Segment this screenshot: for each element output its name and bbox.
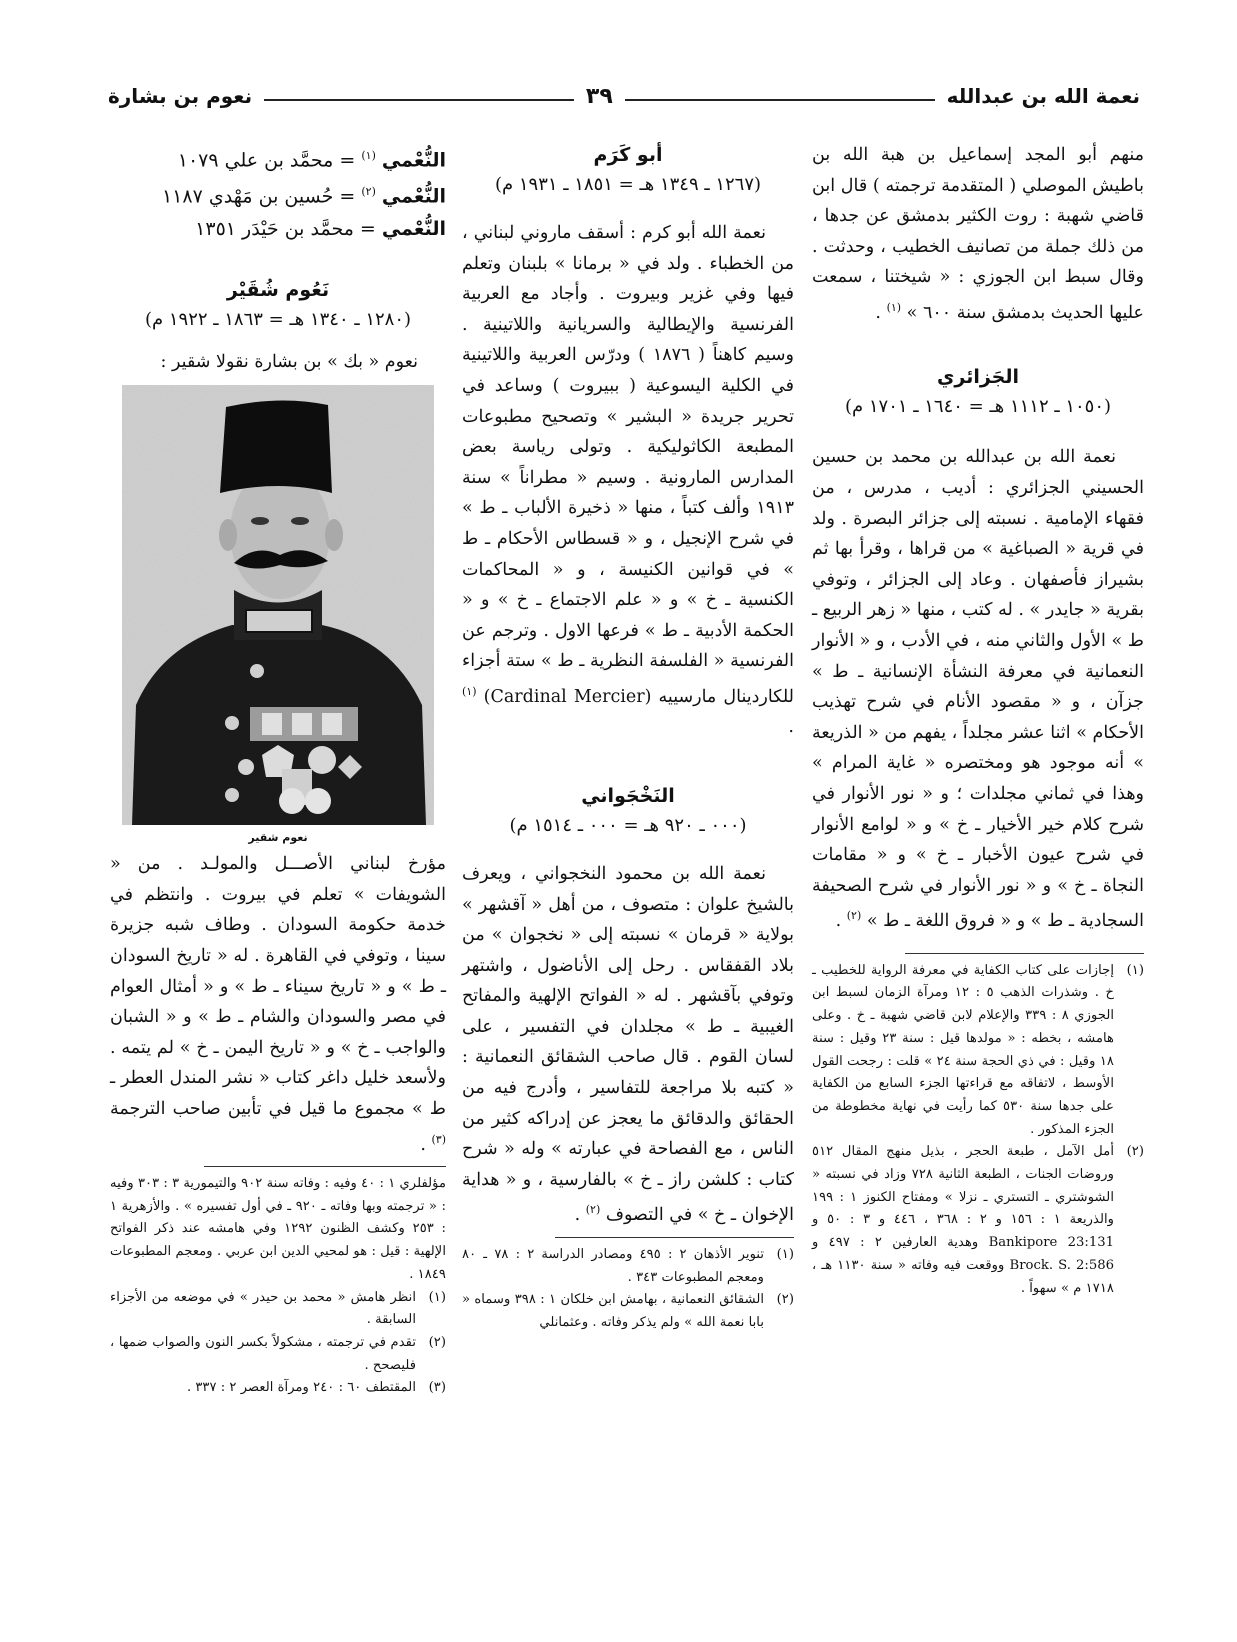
footnote: [462, 1244, 794, 1289]
footnote-ref: (١): [886, 300, 902, 314]
footnote-text: الشقائق النعمانية ، بهامش ابن خلكان ١ : ٣٩٨ وسماه « بابا نعمة الله » ولم يذكر وفاته . وعثمانلي: [462, 1292, 765, 1330]
portrait-image: [122, 385, 434, 825]
footnote-ref: (٣): [431, 1132, 446, 1146]
footnote-ref: (٢): [585, 1203, 601, 1217]
footnotes-middle: [462, 1244, 794, 1335]
footnote-number: (٢): [776, 1292, 794, 1308]
xref-target: = محمَّد بن علي ١٠٧٩: [177, 149, 356, 172]
footnote: [110, 1332, 446, 1377]
entry-dates-naoum-shuqair: (١٢٨٠ ـ ١٣٤٠ هـ = ١٨٦٣ ـ ١٩٢٢ م): [144, 308, 412, 330]
footnote: [110, 1377, 446, 1400]
header-left-title: نعوم بن بشارة: [107, 84, 253, 108]
photo-caption: نعوم شقير: [248, 831, 308, 845]
footnote-number: (١): [428, 1289, 446, 1305]
entry-title-jazairi: الجَزائري: [936, 366, 1020, 389]
footnote-divider: [204, 1166, 446, 1167]
footnote: [462, 1289, 794, 1334]
xref-name: النُّعْمي: [381, 185, 446, 208]
entry-title-abu-karam: أبو كَرَم: [593, 144, 663, 166]
entry-dates-jazairi: (١٠٥٠ ـ ١١١٢ هـ = ١٦٤٠ ـ ١٧٠١ م): [844, 396, 1112, 418]
xref-name: النُّعْمي: [381, 217, 446, 240]
entry-text-jazairi: نعمة الله بن عبدالله بن محمد بن حسين الحسيني الجزائري : أديب ، مدرس ، من فقهاء الإمامية . نسبته إلى جزائر البصرة . ولد في قرية « الصباغية » من قراها ، وقرأ بها ثم بشيراز فأصفهان . وعاد إلى الجزائر ، وتوفي بقرية « جايدر » . له كتب ، منها « زهر الربيع ـ ط » الأول والثاني منه ، في الأدب ، و « الأنوار النعمانية في معرفة النشأة الإنسانية ـ ط » جزآن ، و « مقصود الأنام في شرح تهذيب الأحكام » اثنا عشر مجلداً ، يفهم من « الذريعة » أنه موجود هو ومختصره « غاية المرام » وهذا في ثماني مجلدات ؛ و « نور الأنوار في شرح كلام خير الأخيار ـ خ » و « لوامع الأنوار في شرح عيون الأخبار ـ خ » و « مقامات النجاة ـ خ » و « نور الأنوار في شرح الصحيفة السجادية ـ ط » و « فروق اللغة ـ ط » $^{(٢)}$ .: [812, 447, 1144, 932]
footnote: [812, 1141, 1144, 1300]
footnote-ref: (٢): [846, 909, 862, 923]
footnote-ref: (١): [361, 149, 376, 162]
entry-body: نعمة الله بن محمود النخجواني ، ويعرف بالشيخ علوان : متصوف ، من أهل « آقشهر » بولاية « قرمان » نسبته إلى « نخجوان » من بلاد القفقاس . رحل إلى الأناضول ، واشتهر وتوفي بآقشهر . له « الفواتح الإلهية والمفاتح الغيبية ـ ط » مجلدان في التفسير ، على لسان القوم . قال صاحب الشقائق النعمانية : « كتبه بلا مراجعة للتفاسير ، وأدرج فيه من الحقائق والدقائق ما يعجز عن إدراكه كثير من الناس ، مع الفصاحة في عبارته » وله « شرح كتاب : كلشن راز ـ خ » بالفارسية ، و « هداية الإخوان ـ خ » في التصوف: [462, 863, 794, 1226]
continuation-text: منهم أبو المجد إسماعيل بن هبة الله بن باطيش الموصلي ( المتقدمة ترجمته ) قال ابن قاضي شهبة : روت الكثير بدمشق عن جدها ، من ذلك جملة من تصانيف الخطيب ، وحدثت . وقال سبط ابن الجوزي : « شيختنا ، سمعت عليها الحديث بدمشق سنة ٦٠٠ »: [812, 145, 1144, 323]
entry-title-naoum-shuqair: نَعُوم شُقَيْر: [226, 278, 330, 301]
footnote: [110, 1287, 446, 1332]
footnote-number: (١): [1126, 962, 1144, 978]
footnotes-left: [110, 1173, 446, 1400]
footnote-text: إجازات على كتاب الكفاية في معرفة الرواية للخطيب ـ خ . وشذرات الذهب ٥ : ١٢ ومرآة الزمان لسبط ابن الجوزي ٨ : ٣٣٩ والإعلام لابن قاضي شهبة ـ خ . وعلى هامشه ، بخطه : « مولدها قيل : سنة ٢٣ وقيل : سنة ١٨ وقيل : في ذي الحجة سنة ٢٤ » قلت : رجحت القول الأوسط ، لاتفاقه مع قراءتها الجزء السابع من الكفاية على جدها سنة ٥٣٠ كما رأيت في نهاية مخطوطة من الجزء المذكور .: [812, 962, 1115, 1137]
footnote-number: (٢): [1126, 1144, 1144, 1160]
footnote-text: مؤلفلري ١ : ٤٠ وفيه : وفاته سنة ٩٠٢ والتيمورية ٣ : ٣٠٣ وفيه : « ترجمته وبها وفاته ـ ٩٢٠ ـ في أول تفسيره » . والأزهرية ١ : ٢٥٣ وكشف الظنون ١٢٩٢ وفي هامشه عند ذكر الفواتح الإلهية : قيل : هو لمحيي الدين ابن عربي . ومعجم المطبوعات ١٨٤٩ .: [110, 1176, 447, 1282]
footnote-text: تقدم في ترجمته ، مشكولاً بكسر النون والصواب ضمها ، فليصحح .: [110, 1334, 416, 1373]
entry-dates-nakhjawani: (٠٠٠ ـ ٩٢٠ هـ = ٠٠٠ ـ ١٥١٤ م): [509, 814, 747, 836]
entry-text-abu-karam: نعمة الله أبو كرم : أسقف ماروني لبناني ، من الخطباء . ولد في « برمانا » بلبنان وتعلم فيها وفي غزير وبيروت . وأجاد مع العربية الفرنسية والإيطالية والسريانية واللاتينية . وسيم كاهناً ( ١٨٧٦ ) ودرّس العربية واللاتينية في الكلية اليسوعية ( ببيروت ) وساعد في تحرير جريدة « البشير » وتصحيح مطبوعات المطبعة الكاثوليكية . وتولى رياسة بعض المدارس المارونية . وسيم « مطراناً » سنة ١٩١٣ وألف كتباً ، منها « ذخيرة الألباب ـ ط » في شرح الإنجيل ، و « قسطاس الأحكام ـ ط » في قوانين الكنيسة ، و « المحاكمات الكنسية ـ خ » و « علم الاجتماع ـ خ » و « الحكمة الأدبية ـ ط » فرعها الاول . وترجم عن الفرنسية « الفلسفة النظرية ـ ط » ستة أجزاء للكاردينال مارسييه (Cardinal Mercier) $^{(١)}$ .: [462, 223, 795, 738]
entry-text-nakhjawani: نعمة الله بن محمود النخجواني ، ويعرف بالشيخ علوان : متصوف ، من أهل « آقشهر » بولاية « قرمان » نسبته إلى « نخجوان » من بلاد القفقاس . رحل إلى الأناضول ، واشتهر وتوفي بآقشهر . له « الفواتح الإلهية والمفاتح الغيبية ـ ط » مجلدان في التفسير ، على لسان القوم . قال صاحب الشقائق النعمانية : « كتبه بلا مراجعة للتفاسير ، وأدرج فيه من الحقائق والدقائق ما يعجز عن إدراكه كثير من الناس ، مع الفصاحة في عبارته » وله « شرح كتاب : كلشن راز ـ خ » بالفارسية ، و « هداية الإخوان ـ خ » في التصوف $^{(٢)}$ .: [462, 863, 794, 1226]
portrait-photo: [122, 385, 434, 825]
continuation-paragraph: منهم أبو المجد إسماعيل بن هبة الله بن باطيش الموصلي ( المتقدمة ترجمته ) قال ابن قاضي شهبة : روت الكثير بدمشق عن جدها ، من ذلك جملة من تصانيف الخطيب ، وحدثت . وقال سبط ابن الجوزي : « شيختنا ، سمعت عليها الحديث بدمشق سنة ٦٠٠ » $^{(١)}$ .: [812, 145, 1144, 323]
footnote-text: انظر هامش « محمد بن حيدر » في موضعه من الأجزاء السابقة .: [110, 1289, 416, 1328]
right-column: [812, 140, 1144, 1300]
footnote-text: تنوير الأذهان ٢ : ٤٩٥ ومصادر الدراسة ٢ : ٧٨ ـ ٨٠ ومعجم المطبوعات ٣٤٣ .: [462, 1246, 765, 1285]
footnotes-right: [812, 960, 1144, 1301]
running-header: [108, 78, 1140, 114]
entry-text-naoum-shuqair: مؤرخ لبناني الأصـــل والمولـد . من « الشويفات » تعلم في بيروت . وانتظم في خدمة حكومة السودان . وطاف شبه جزيرة سينا ، وتوفي في القاهرة . له « تاريخ السودان ـ ط » و « تاريخ سيناء ـ ط » و « أمثال العوام في مصر والسودان والشام ـ ط » و « الشبان والواجب ـ خ » و « تاريخ اليمن ـ خ » لم يتمه . ولأسعد خليل داغر كتاب « نشر المندل العطر ـ ط » مجموع ما قيل في تأبين صاحب الترجمة $^{(٣)}$ .: [110, 854, 446, 1155]
footnote-ref: (٢): [361, 185, 376, 199]
footnote-divider: [905, 953, 1144, 954]
entry-intro: نعوم « بك » بن بشارة نقولا شقير :: [160, 351, 418, 372]
cross-reference: [110, 140, 446, 176]
entry-title-nakhjawani: النَخْجَواني: [581, 784, 675, 807]
footnote-ref: (١): [462, 684, 477, 698]
entry-dates-abu-karam: (١٢٦٧ ـ ١٣٤٩ هـ = ١٨٥١ ـ ١٩٣١ م): [494, 174, 762, 195]
footnote-number: (٢): [428, 1334, 446, 1350]
left-column: [110, 140, 446, 1400]
middle-column: [462, 140, 794, 1335]
header-rule-right: [625, 99, 935, 101]
footnote-continuation: [110, 1173, 446, 1287]
header-rule-left: [264, 99, 574, 101]
cross-reference: [110, 176, 446, 212]
entry-body: نعمة الله أبو كرم : أسقف ماروني لبناني ، من الخطباء . ولد في « برمانا » بلبنان وتعلم فيها وفي غزير وبيروت . وأجاد مع العربية الفرنسية والإيطالية والسريانية واللاتينية . وسيم كاهناً ( ١٨٧٦ ) ودرّس العربية واللاتينية في الكلية اليسوعية ( ببيروت ) وساعد في تحرير جريدة « البشير » وتصحيح مطبوعات المطبعة الكاثوليكية . وتولى رياسة بعض المدارس المارونية . وسيم « مطراناً » سنة ١٩١٣ وألف كتباً ، منها « ذخيرة الألباب ـ ط » في شرح الإنجيل ، و « قسطاس الأحكام ـ ط » في قوانين الكنيسة ، و « المحاكمات الكنسية ـ خ » و « علم الاجتماع ـ خ » و « الحكمة الأدبية ـ ط » فرعها الاول . وترجم عن الفرنسية « الفلسفة النظرية ـ ط » ستة أجزاء للكاردينال مارسييه (Cardinal Mercier): [462, 223, 795, 707]
entry-body: مؤرخ لبناني الأصـــل والمولـد . من « الشويفات » تعلم في بيروت . وانتظم في خدمة حكومة السودان . وطاف شبه جزيرة سينا ، وتوفي في القاهرة . له « تاريخ السودان ـ ط » و « تاريخ سيناء ـ ط » و « أمثال العوام في مصر والسودان والشام ـ ط » و « الشبان والواجب ـ خ » و « تاريخ اليمن ـ خ » لم يتمه . ولأسعد خليل داغر كتاب « نشر المندل العطر ـ ط » مجموع ما قيل في تأبين صاحب الترجمة: [110, 854, 446, 1119]
cross-reference: [110, 213, 446, 245]
entry-body: نعمة الله بن عبدالله بن محمد بن حسين الحسيني الجزائري : أديب ، مدرس ، من فقهاء الإمامية . نسبته إلى جزائر البصرة . ولد في قرية « الصباغية » من قراها ، وقرأ بها ثم بشيراز فأصفهان . وعاد إلى الجزائر ، وتوفي بقرية « جايدر » . له كتب ، منها « زهر الربيع ـ ط » الأول والثاني منه ، في الأدب ، و « الأنوار النعمانية في معرفة النشأة الإنسانية ـ ط » جزآن ، و « مقصود الأنام في شرح تهذيب الأحكام » اثنا عشر مجلداً ، يفهم من « الذريعة » أنه موجود هو ومختصره « غاية المرام » وهذا في ثماني مجلدات ؛ و « نور الأنوار في شرح كلام خير الأخيار ـ خ » و « لوامع الأنوار في شرح عيون الأخبار ـ خ » و « مقامات النجاة ـ خ » و « نور الأنوار في شرح الصحيفة السجادية ـ ط » و « فروق اللغة ـ ط »: [812, 447, 1144, 932]
footnote-number: (٣): [428, 1380, 446, 1396]
header-right-title: نعمة الله بن عبدالله: [946, 84, 1140, 108]
footnote-text: أمل الآمل ، طبعة الحجر ، بذيل منهج المقال ٥١٢ وروضات الجنات ، الطبعة الثانية ٧٢٨ وزاد في نسبته « الشوشتري ـ التستري ـ نزلا » ومفتاح الكنوز ١ : ١٩٩ والذريعة ١ : ١٥٦ و ٢ : ٣٦٨ ، ٤٤٦ و ٣ : ٥٠ و Bankipore 23:131 وهدية العارفين ٢ : ٤٩٧ و Brock. S. 2:586 ووقعت فيه وفاته « سنة ١١٣٠ هـ ، ١٧١٨ م » سهواً .: [812, 1144, 1115, 1296]
xref-name: النُّعْمي: [381, 149, 446, 172]
footnote-number: (١): [776, 1246, 794, 1262]
xref-target: = محمَّد بن حَيْدَر ١٣٥١: [195, 217, 376, 240]
footnote-text: المقتطف ٦٠ : ٢٤٠ ومرآة العصر ٢ : ٣٣٧ .: [186, 1380, 416, 1396]
footnote-divider: [555, 1237, 794, 1238]
xref-target: = حُسين بن مَهْدي ١١٨٧: [161, 185, 356, 208]
footnote: [812, 960, 1144, 1142]
page-number: ٣٩: [585, 83, 613, 109]
